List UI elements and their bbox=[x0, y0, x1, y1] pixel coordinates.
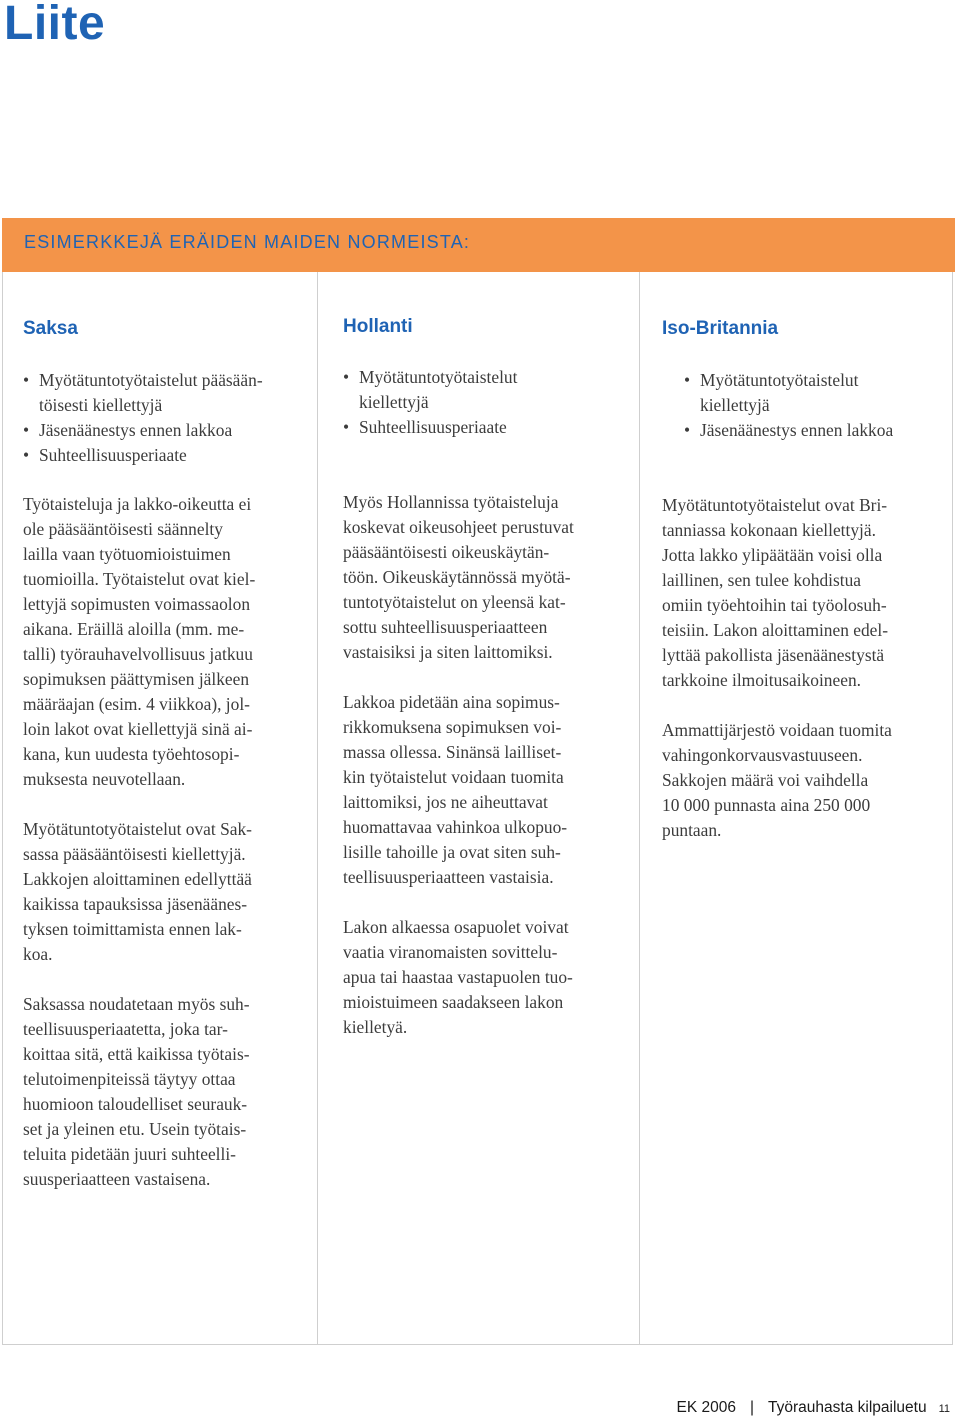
column-divider bbox=[317, 272, 318, 1345]
paragraph: Lakon alkaessa osapuolet voivat vaatia viranomaisten sovittelu- apua tai haastaa vastapuolen tuo- mioistuimeen saadakseen lakon kielletyä. bbox=[343, 917, 573, 1037]
paragraph: Myötätuntotyötaistelut ovat Sak- sassa pääsääntöisesti kiellettyjä. Lakkojen aloittaminen edellyttää kaikissa tapauksissa jäsenäänes- tyksen toimittamista ennen lak- koa. bbox=[23, 819, 252, 964]
paragraph: Ammattijärjestö voidaan tuomita vahingonkorvausvastuuseen. Sakkojen määrä voi vaihdella 10 000 punnasta aina 250 000 puntaan. bbox=[662, 720, 892, 840]
paragraph: Lakkoa pidetään aina sopimus- rikkomuksena sopimuksen voi- massa ollessa. Sinänsä lailliset- kin työtaistelut voidaan tuomita laittomiksi, jos ne aiheuttavat huomattavaa vahinkoa ulkopuo- lisille tahoille ja ovat siten suh- teellisuusperiaatteen vastaisia. bbox=[343, 692, 568, 887]
bullet-list bbox=[343, 365, 633, 440]
column-divider bbox=[639, 272, 640, 1345]
paragraph: Saksassa noudatetaan myös suh- teellisuusperiaatetta, joka tar- koittaa sitä, että kaikissa työtais- telutoimenpiteissä täytyy ottaa huomioon taloudelliset seurauk- set ja yleinen etu. Usein työtais- teluita pidetään juuri suhteelli- suusperiaatteen vastaisena. bbox=[23, 994, 250, 1189]
bullet-list bbox=[23, 368, 313, 468]
bullet-item: • Myötätuntotyötaistelut kiellettyjä bbox=[684, 368, 950, 418]
page-footer bbox=[677, 1399, 950, 1417]
column-heading: Hollanti bbox=[343, 316, 413, 337]
bullet-item: • Suhteellisuusperiaate bbox=[343, 415, 633, 440]
page-title: Liite bbox=[4, 0, 106, 50]
bullet-item: • Myötätuntotyötaistelut pääsään- töisesti kiellettyjä bbox=[23, 368, 313, 418]
bullet-item: • Jäsenäänestys ennen lakkoa bbox=[23, 418, 313, 443]
footer-separator: | bbox=[750, 1399, 755, 1416]
bullet-item: • Myötätuntotyötaistelut kiellettyjä bbox=[343, 365, 633, 415]
footer-publication: EK 2006 bbox=[676, 1399, 736, 1416]
paragraph: Myötätuntotyötaistelut ovat Bri- tanniassa kokonaan kiellettyjä. Jotta lakko ylipäätään voisi olla laillinen, sen tulee kohdistua omiin työehtoihin tai työolosuh- teisiin. Lakon aloittaminen edel- lyttää pakollista jäsenäänestystä tarkkoine ilmoitusaikoineen. bbox=[662, 495, 889, 690]
banner-title: ESIMERKKEJÄ ERÄIDEN MAIDEN NORMEISTA: bbox=[24, 232, 471, 252]
bullet-list bbox=[684, 368, 950, 443]
page-number: 11 bbox=[938, 1403, 950, 1415]
column-heading: Iso-Britannia bbox=[662, 318, 779, 339]
bullet-item: • Suhteellisuusperiaate bbox=[23, 443, 313, 468]
paragraph: Myös Hollannissa työtaisteluja koskevat oikeusohjeet perustuvat pääsääntöisesti oikeuskäytän- töön. Oikeuskäytännössä myötä- tuntotyötaistelut on yleensä kat- sottu suhteellisuusperiaatteen vastaisiksi ja siten laittomiksi. bbox=[343, 492, 574, 662]
section-banner bbox=[2, 218, 955, 272]
bullet-item: • Jäsenäänestys ennen lakkoa bbox=[684, 418, 950, 443]
paragraph: Työtaisteluja ja lakko-oikeutta ei ole pääsääntöisesti säännelty lailla vaan työtuomioistuimen tuomioilla. Työtaistelut ovat kiel- lettyjä sopimusten voimassaolon aikana. Eräillä aloilla (mm. me- talli) työrauhavelvollisuus jatkuu sopimuksen päättymisen jälkeen määräajan (esim. 4 viikkoa), jol- loin lakot ovat kiellettyjä sinä ai- kana, kun uudesta työehtosopi- muksesta neuvotellaan. bbox=[23, 494, 256, 789]
column-heading: Saksa bbox=[23, 318, 78, 339]
footer-title: Työrauhasta kilpailuetu bbox=[768, 1399, 927, 1416]
